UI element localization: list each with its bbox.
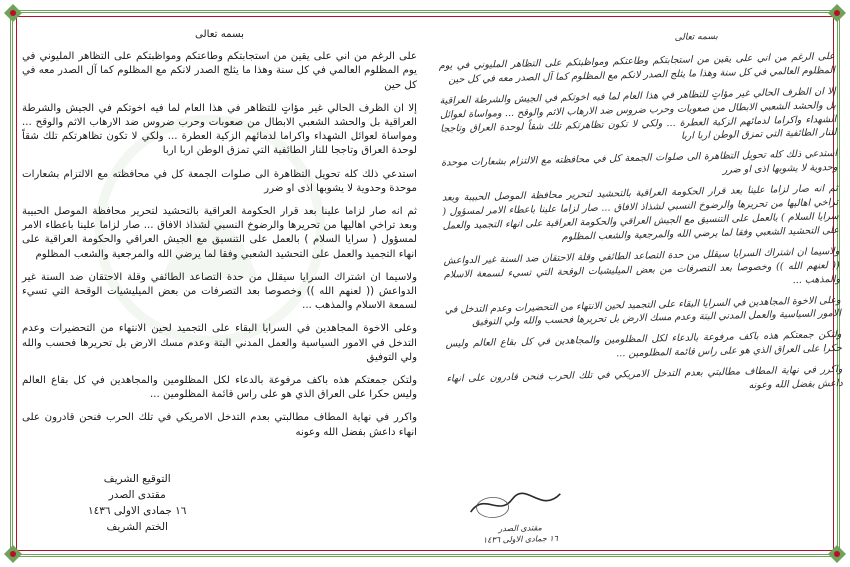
handwritten-heading: بسمه تعالى [674,31,718,43]
letter-paragraph: على الرغم من اني على يقين من استجابتكم وطاعتكم ومواظبتكم على التظاهر المليوني في يوم المظلوم العالمي في كل سنة وهذا ما يثلج الصدر لانكم مع المظلوم كما آل الصدر معه في كل حين [22,51,417,91]
letter-paragraph: إلا ان الظرف الحالي غير مؤاتٍ للتظاهر في هذا العام لما فيه اخوتكم في الجيش والشرطة العراقية بل والحشد الشعبي الابطال من صعوبات وحرب ضروس ضد الارهاب الاثم والوقح ... ومواساة لعوائل الشهداء واكراما لدمائهم الزكية العطرة ... ولكي لا تكون تظاهرتكم تلك شقاً لوحدة العراق وتاججا للنار الطائفية التي تمزق الوطن اربا اربا [22,102,417,157]
corner-ornament-icon [4,545,22,563]
corner-ornament-icon [4,4,22,22]
handwritten-paragraph: ولاسيما ان اشتراك السرايا سيقلل من حدة التصاعد الطائفي وقلة الاحتقان ضد السنة غير الدواعش (( لعنهم الله )) وخصوصا بعد التصرفات من بعض الميليشيات الوقحة التي تسيء لسمعة الاسلام والمذهب ... [443,245,841,286]
corner-ornament-icon [828,4,846,22]
signature-line: ١٦ جمادى الاولى ١٤٣٦ [88,505,187,517]
handwritten-paragraph: ولتكن جمعتكم هذه باكف مرفوعة بالدعاء لكل المظلومين والمجاهدين في كل بقاع العالم وليس حكرا على العراق الذي هو على راس قائمة المظلومين ... [445,329,842,360]
handwritten-signature-name: مقتدى الصدر [498,523,542,534]
handwritten-date: ١٦ جمادى الاولى ١٤٣٦ [482,533,558,545]
corner-ornament-icon [828,545,846,563]
handwritten-paragraph: استدعي ذلك كله تحويل التظاهرة الى صلوات الجمعة كل في محافظته مع الالتزام بشعارات موحدة وحدوية لا يشوبها اذى او ضرر [441,148,838,177]
handwritten-paragraph: واكرر في نهاية المطاف مطالبتي بعدم التدخل الامريكي في تلك الحرب فنحن قادرون على انهاء داعش بفضل الله وعونه [446,364,843,392]
handwritten-letter [438,28,846,551]
letter-paragraph: ولاسيما ان اشتراك السرايا سيقلل من حدة التصاعد الطائفي وقلة الاحتقان ضد السنة غير الدواعش (( لعنهم الله )) وخصوصا بعد التصرفات من بعض الميليشيات الوقحة التي تسيء لسمعة الاسلام والمذهب ... [22,271,417,312]
letter-paragraph: واكرر في نهاية المطاف مطالبتي بعدم التدخل الامريكي في تلك الحرب فنحن قادرون على انهاء داعش بفضل الله وعونه [22,412,417,438]
handwritten-paragraph: إلا ان الظرف الحالي غير مؤاتٍ للتظاهر في هذا العام لما فيه اخوتكم في الجيش والشرطة العراقية بل والحشد الشعبي الابطال من صعوبات وحرب ضروس ضد الارهاب الاثم والوقح ... ومواساة لعوائل الشهداء واكراما لدمائهم الزكية العطرة ... ولكي لا تكون تظاهرتكم تلك شقاً لوحدة العراق وتاججا للنار الطائفية التي تمزق الوطن اربا اربا [439,85,837,143]
letter-paragraph: ثم انه صار لزاما علينا بعد قرار الحكومة العراقية بالتحشيد لتحرير محافظة الموصل الحبيبة وبعد تراخي اهاليها من تحريرها والرضوخ النسبي لشذاذ الافاق ... صار لزاما علينا باعطاء الامر لمسؤول ( سرايا السلام ) بالعمل على التنسيق مع الجيش العراقي والحكومة العراقية على انهاء التجميد والعمل على التحشيد الشعبي وفقا لما يرضي الله والمرجعية والشعب المظلوم [22,206,417,260]
signature-line: الختم الشريف [106,521,168,533]
letter-paragraph: ولتكن جمعتكم هذه باكف مرفوعة بالدعاء لكل المظلومين والمجاهدين في كل بقاع العالم وليس حكرا على العراق الذي هو على راس قائمة المظلومين ... [22,375,417,401]
letter-paragraph: وعلى الاخوة المجاهدين في السرايا البقاء على التجميد لحين الانتهاء من التحضيرات وعدم التدخل في الامور السياسية والعمل المدني البتة وعدم مسك الارض بل تحريرها فحسب والله ولي التوفيق [22,323,417,363]
handwritten-paragraph: على الرغم من اني على يقين من استجابتكم وطاعتكم ومواظبتكم على التظاهر المليوني في يوم المظلوم العالمي في كل سنة وهذا ما يثلج الصدر لانكم مع المظلوم كما آل الصدر معه في كل حين [438,50,836,86]
letter-paragraph: استدعي ذلك كله تحويل التظاهرة الى صلوات الجمعة كل في محافظته مع الالتزام بشعارات موحدة وحدوية لا يشوبها اذى او ضرر [22,168,417,194]
signature-line: مقتدى الصدر [108,489,166,501]
signature-block [88,471,186,535]
letter-heading: بسمه تعالى [195,29,244,40]
handwritten-paragraph: ثم انه صار لزاما علينا بعد قرار الحكومة العراقية بالتحشيد لتحرير محافظة الموصل الحبيبة وبعد تراخي اهاليها من تحريرها والرضوخ النسبي لشذاذ الافاق ... صار لزاما علينا باعطاء الامر لمسؤول ( سرايا السلام ) بالعمل على التنسيق مع الجيش العراقي والحكومة العراقية على انهاء التجميد والعمل على التحشيد الشعبي وفقا لما يرضي الله والمرجعية والشعب المظلوم [441,183,840,243]
handwritten-signature [449,485,590,546]
signature-line: التوقيع الشريف [103,473,171,485]
signature-scribble-icon [464,485,575,522]
typed-letter [22,28,417,541]
handwritten-paragraph: وعلى الاخوة المجاهدين في السرايا البقاء على التجميد لحين الانتهاء من التحضيرات وعدم التدخل في الامور السياسية والعمل المدني البتة وعدم مسك الارض بل تحريرها فحسب والله ولي التوفيق [444,294,842,329]
